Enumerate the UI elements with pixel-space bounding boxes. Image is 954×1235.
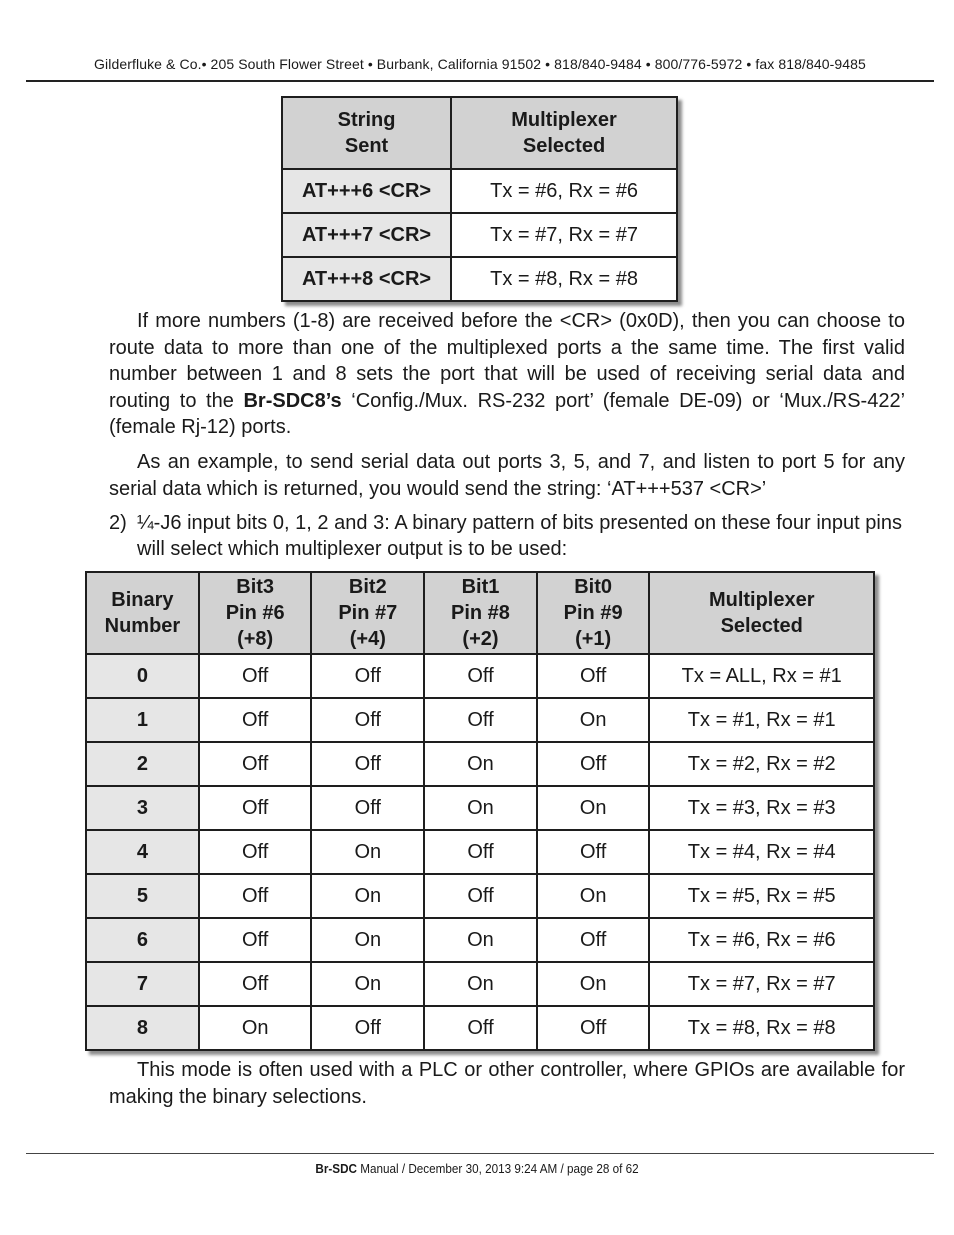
bit-state-cell: On — [424, 962, 537, 1006]
bit-state-cell: Off — [199, 742, 312, 786]
bit-state-cell: Off — [424, 1006, 537, 1050]
binary-number-cell: 5 — [86, 874, 199, 918]
bit-state-cell: Off — [199, 654, 312, 698]
bit-state-cell: Off — [311, 742, 424, 786]
col-header-bit2: Bit2 Pin #7 (+4) — [311, 572, 424, 654]
bit-state-cell: On — [199, 1006, 312, 1050]
multiplexer-cell: Tx = #6, Rx = #6 — [451, 169, 677, 213]
table-row — [86, 1006, 874, 1050]
bit-state-cell: On — [537, 698, 650, 742]
table-row — [86, 874, 874, 918]
binary-number-cell: 8 — [86, 1006, 199, 1050]
bit-state-cell: Off — [199, 698, 312, 742]
table-row — [86, 962, 874, 1006]
table-header-row — [282, 97, 677, 169]
footer-text: Manual / December 30, 2013 9:24 AM / page 28 of 62 — [356, 1161, 639, 1176]
header-rule — [26, 80, 934, 82]
multiplexer-cell: Tx = #7, Rx = #7 — [649, 962, 874, 1006]
bit-state-cell: On — [311, 962, 424, 1006]
multiplexer-cell: Tx = ALL, Rx = #1 — [649, 654, 874, 698]
binary-number-cell: 3 — [86, 786, 199, 830]
footer-rule — [26, 1153, 934, 1154]
bit-state-cell: Off — [199, 830, 312, 874]
bit-state-cell: Off — [537, 742, 650, 786]
table-header-row — [86, 572, 874, 654]
list-item-2 — [109, 510, 902, 562]
bit-state-cell: Off — [311, 786, 424, 830]
paragraph-text: This mode is often used with a PLC or other controller, where GPIOs are available for making the binary selections. — [109, 1059, 905, 1108]
table-row — [282, 213, 677, 257]
bit-state-cell: Off — [424, 830, 537, 874]
list-number: 2) — [109, 512, 127, 534]
string-sent-cell: AT+++7 <CR> — [282, 213, 451, 257]
footer-product: Br-SDC — [315, 1161, 357, 1176]
paragraph-example — [109, 449, 905, 502]
paragraph-text: If more numbers (1-8) are received before the <CR> (0x0D), then you can choose to route data to more than one of the multiplexed ports a the same time. The first valid number between 1 and 8 sets the port that will be used of receiving serial data and routing to the — [109, 310, 905, 412]
table-row — [86, 786, 874, 830]
bit-state-cell: Off — [537, 918, 650, 962]
bit-state-cell: Off — [537, 1006, 650, 1050]
col-header-binary-number: Binary Number — [86, 572, 199, 654]
bit-state-cell: Off — [199, 874, 312, 918]
bit-state-cell: Off — [199, 918, 312, 962]
col-header-bit3: Bit3 Pin #6 (+8) — [199, 572, 312, 654]
bit-state-cell: On — [311, 918, 424, 962]
multiplexer-cell: Tx = #2, Rx = #2 — [649, 742, 874, 786]
bit-state-cell: On — [424, 786, 537, 830]
col-header-multiplexer-selected: Multiplexer Selected — [649, 572, 874, 654]
table-row — [86, 918, 874, 962]
bit-state-cell: On — [424, 742, 537, 786]
paragraph-plc — [109, 1057, 905, 1110]
bit-state-cell: Off — [424, 874, 537, 918]
bit-state-cell: Off — [311, 698, 424, 742]
page-header: Gilderfluke & Co.• 205 South Flower Street • Burbank, California 91502 • 818/840-9484 • 800/776-5972 • fax 818/840-9485 — [94, 56, 866, 72]
bit-state-cell: On — [311, 874, 424, 918]
bit-state-cell: Off — [311, 654, 424, 698]
page-footer — [48, 1161, 907, 1176]
bit-state-cell: Off — [199, 962, 312, 1006]
bit-state-cell: On — [537, 874, 650, 918]
product-name: Br-SDC8’s — [243, 389, 342, 412]
paragraph-text: ‘Config./Mux. RS-232 port’ (female DE-09) or ‘Mux./RS-422’ (female Rj-12) ports. — [109, 389, 906, 438]
col-header-bit1: Bit1 Pin #8 (+2) — [424, 572, 537, 654]
table-row — [86, 830, 874, 874]
bit-state-cell: Off — [424, 654, 537, 698]
multiplexer-cell: Tx = #4, Rx = #4 — [649, 830, 874, 874]
table-row — [282, 169, 677, 213]
col-header-string-sent: String Sent — [282, 97, 451, 169]
col-header-multiplexer-selected: Multiplexer Selected — [451, 97, 677, 169]
multiplexer-cell: Tx = #6, Rx = #6 — [649, 918, 874, 962]
table-row — [282, 257, 677, 301]
paragraph-text: As an example, to send serial data out ports 3, 5, and 7, and listen to port 5 for any serial data which is returned, you would send the string: ‘AT+++537 <CR>’ — [109, 451, 905, 500]
binary-number-cell: 2 — [86, 742, 199, 786]
multiplexer-cell: Tx = #8, Rx = #8 — [649, 1006, 874, 1050]
bit-state-cell: On — [424, 918, 537, 962]
table-row — [86, 742, 874, 786]
multiplexer-cell: Tx = #5, Rx = #5 — [649, 874, 874, 918]
bit-state-cell: On — [537, 962, 650, 1006]
multiplexer-cell: Tx = #3, Rx = #3 — [649, 786, 874, 830]
bit-state-cell: Off — [199, 786, 312, 830]
bit-state-cell: Off — [311, 1006, 424, 1050]
string-sent-cell: AT+++8 <CR> — [282, 257, 451, 301]
bit-state-cell: Off — [424, 698, 537, 742]
multiplexer-cell: Tx = #8, Rx = #8 — [451, 257, 677, 301]
table-row — [86, 654, 874, 698]
table-row — [86, 698, 874, 742]
col-header-bit0: Bit0 Pin #9 (+1) — [537, 572, 650, 654]
bit-state-cell: Off — [537, 654, 650, 698]
multiplexer-cell: Tx = #1, Rx = #1 — [649, 698, 874, 742]
string-sent-cell: AT+++6 <CR> — [282, 169, 451, 213]
binary-number-cell: 7 — [86, 962, 199, 1006]
binary-number-cell: 0 — [86, 654, 199, 698]
multiplexer-cell: Tx = #7, Rx = #7 — [451, 213, 677, 257]
paragraph-multiple-numbers — [109, 308, 905, 441]
binary-number-cell: 4 — [86, 830, 199, 874]
bit-state-cell: On — [537, 786, 650, 830]
bit-state-cell: On — [311, 830, 424, 874]
binary-number-cell: 6 — [86, 918, 199, 962]
binary-selection-table — [85, 571, 875, 1051]
binary-number-cell: 1 — [86, 698, 199, 742]
bit-state-cell: Off — [537, 830, 650, 874]
list-item-text: ¼-J6 input bits 0, 1, 2 and 3: A binary pattern of bits presented on these four input pins will select which multiplexer output is to be used: — [137, 512, 902, 560]
at-command-table — [281, 96, 678, 302]
